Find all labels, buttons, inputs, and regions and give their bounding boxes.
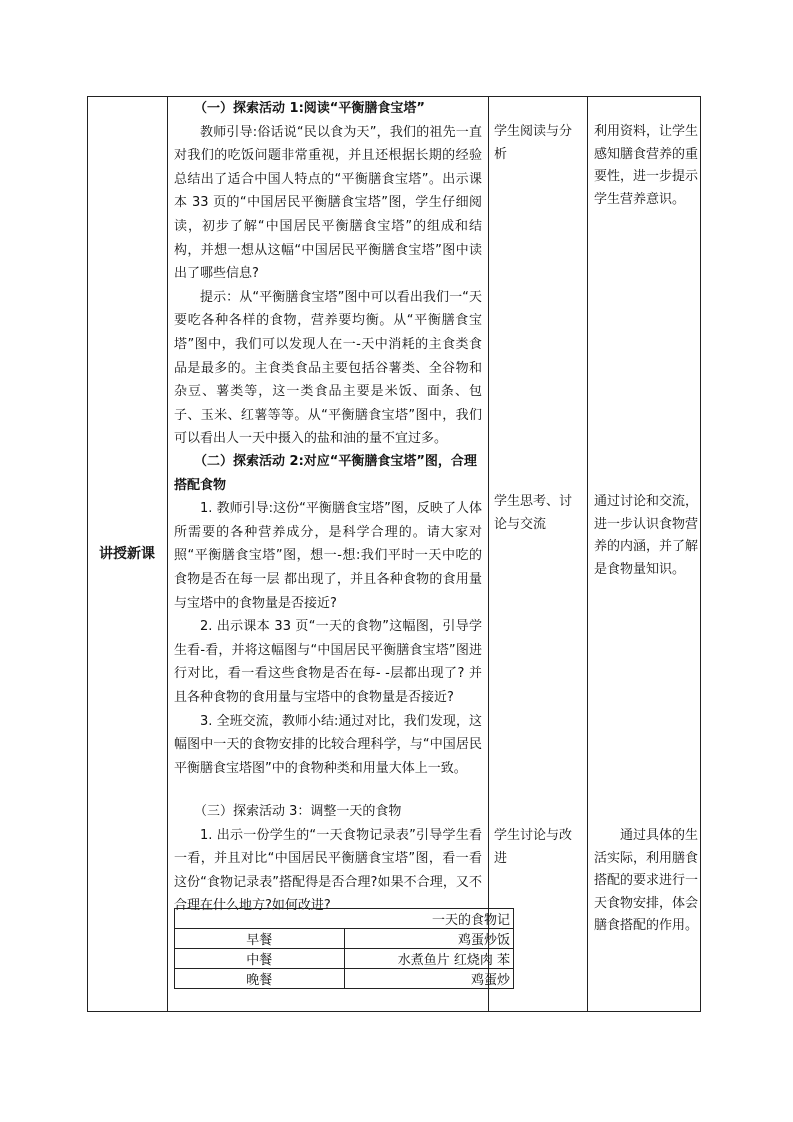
activity2-student: 学生思考、讨论与交流	[494, 494, 573, 532]
activity1-content	[174, 97, 482, 451]
food-cell: 鸡蛋炒	[344, 969, 514, 989]
activity1-paragraph: 提示：从“平衡膳食宝塔”图中可以看出我们一“天要吃各种各样的食物，营养要均衡。从“平衡膳食宝塔”图中，我们可以发现人在一-天中消耗的主食类食品是最多的。主食类食品主要包括谷薯类、全谷物和杂豆、薯类等，这一类食品主要是米饭、面条、包子、玉米、红薯等等。从“平衡膳食宝塔”图中，我们可以看出人一天中摄入的盐和油的量不宜过多。	[174, 289, 482, 447]
activity1-heading: （一）探索活动 1:阅读“平衡膳食宝塔”	[194, 101, 425, 116]
table-divider-2	[488, 96, 489, 1012]
activity2-paragraph: 3. 全班交流，教师小结:通过对比，我们发现，这幅图中一天的食物安排的比较合理科学，与“中国居民平衡膳食宝塔图”中的食物种类和用量大体上一致。	[174, 713, 482, 776]
table-row	[175, 949, 514, 969]
activity2-paragraph: 1. 教师引导:这份“平衡膳食宝塔”图，反映了人体所需要的各种营养成分，是科学合理的。请大家对照“平衡膳食宝塔”图，想一-想:我们平时一天中吃的食物是否在每一层 都出现了，并且各种食物的食用量与宝塔中的食物量是否接近?	[174, 501, 482, 611]
food-record-table	[174, 908, 510, 993]
food-cell: 鸡蛋炒饭	[344, 929, 514, 949]
table-divider-1	[167, 96, 168, 1012]
activity1-paragraph: 教师引导:俗话说“民以食为天”，我们的祖先一直对我们的吃饭问题非常重视，并且还根据长期的经验总结出了适合中国人特点的“平衡膳食宝塔”。出示课本 33 页的“中国居民平衡膳食宝塔”图，学生仔细阅读，初步了解“中国居民平衡膳食宝塔”的组成和结构，并想一想从这幅“中国居民平衡膳食宝塔”图中读出了哪些信息?	[174, 124, 482, 282]
activity1-student: 学生阅读与分析	[494, 124, 573, 162]
activity3-student: 学生讨论与改进	[494, 828, 573, 866]
food-table-title: 一天的食物记	[175, 909, 514, 929]
food-cell: 水煮鱼片 红烧肉 苯	[344, 949, 514, 969]
activity3-intent: 通过具体的生活实际，利用膳食搭配的要求进行一天食物安排，体会膳食搭配的作用。	[594, 828, 699, 933]
activity2-intent: 通过讨论和交流，进一步认识食物营养的内涵，并了解是食物量知识。	[594, 494, 699, 577]
table-row	[175, 969, 514, 989]
table-row	[175, 929, 514, 949]
table-border-bottom	[87, 1011, 701, 1012]
activity2-content	[174, 450, 482, 780]
activity2-paragraph: 2. 出示课本 33 页“一天的食物”这幅图，引导学生看-看，并将这幅图与“中国居民平衡膳食宝塔”图进行对比，看一看这些食物是否在每- -层都出现了? 并且各种食物的食用量与宝塔中的食物量是否接近?	[174, 619, 482, 705]
row-label: 讲授新课	[99, 546, 155, 562]
meal-cell: 晚餐	[175, 969, 345, 989]
table-divider-3	[587, 96, 588, 1012]
table-border-right	[700, 96, 701, 1012]
activity3-content	[174, 800, 482, 918]
meal-cell: 中餐	[175, 949, 345, 969]
activity3-heading: （三）探索活动 3：调整一天的食物	[194, 804, 402, 819]
food-table-title-row	[175, 909, 514, 929]
activity1-intent: 利用资料，让学生感知膳食营养的重要性，进一步提示学生营养意识。	[594, 124, 699, 207]
activity2-heading: （二）探索活动 2:对应“平衡膳食宝塔”图，合理搭配食物	[174, 454, 477, 493]
meal-cell: 早餐	[175, 929, 345, 949]
activity3-paragraph: 1. 出示一份学生的“一天食物记录表”引导学生看一看，并且对比“中国居民平衡膳食宝塔”图，看一看这份“食物记录表”搭配得是否合理?如果不合理，又不合理在什么地方?如何改进?	[174, 827, 482, 914]
